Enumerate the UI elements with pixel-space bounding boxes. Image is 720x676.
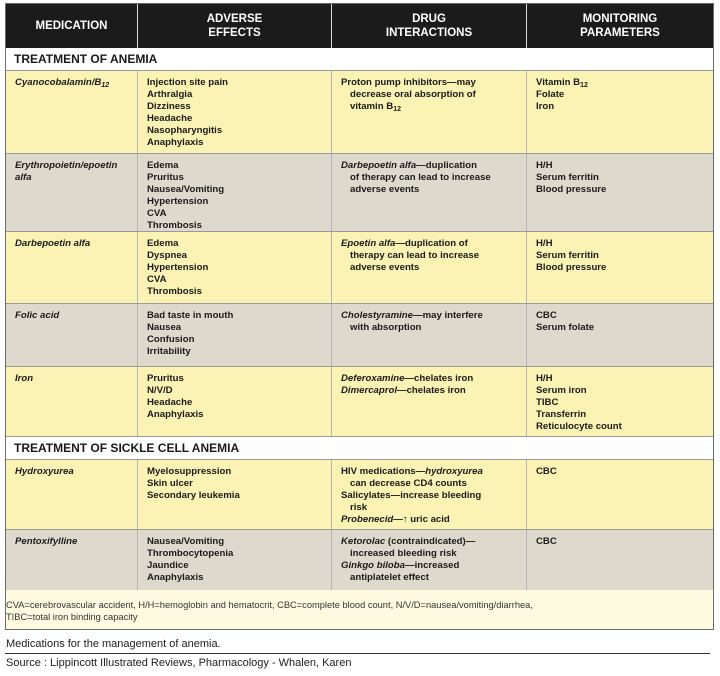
header-adverse-effects: ADVERSE EFFECTS bbox=[138, 4, 332, 48]
medication-name: Folic acid bbox=[6, 304, 138, 366]
monitoring-parameters: CBC bbox=[536, 536, 557, 547]
medication-name: Erythropoietin/epoetin alfa bbox=[6, 154, 138, 231]
drug-interactions: Deferoxamine—chelates iron Dimercaprol—chelates iron bbox=[332, 367, 527, 436]
monitoring-parameters: CBC bbox=[536, 466, 557, 477]
header-drug-interactions: DRUG INTERACTIONS bbox=[332, 4, 527, 48]
drug-interactions: Cholestyramine—may interfere with absorption bbox=[332, 304, 527, 366]
table-row bbox=[6, 367, 713, 437]
monitoring-parameters: H/H Serum iron TIBC Transferrin Reticulocyte count bbox=[536, 373, 622, 432]
table-row bbox=[6, 71, 713, 154]
header-monitoring-parameters: MONITORING PARAMETERS bbox=[580, 13, 660, 39]
section-heading-sickle-cell: TREATMENT OF SICKLE CELL ANEMIA bbox=[6, 437, 713, 460]
medication-name: Pentoxifylline bbox=[6, 530, 138, 590]
drug-interactions: Ketorolac (contraindicated)— increased bleeding risk Ginkgo biloba—increased antiplatelet effect bbox=[332, 530, 527, 590]
medication-name: Iron bbox=[6, 367, 138, 436]
drug-interactions: Epoetin alfa—duplication of therapy can lead to increase adverse events bbox=[332, 232, 527, 303]
monitoring-parameters: H/H Serum ferritin Blood pressure bbox=[536, 238, 607, 273]
drug-interactions: HIV medications—hydroxyurea can decrease CD4 counts Salicylates—increase bleeding risk Probenecid—↑ uric acid bbox=[332, 460, 527, 529]
table-row bbox=[6, 460, 713, 530]
abbreviation-footnote: CVA=cerebrovascular accident, H/H=hemoglobin and hematocrit, CBC=complete blood count, N/V/D=nausea/vomiting/diarrhea, TIBC=total iron binding capacity bbox=[6, 600, 533, 622]
drug-interactions: Proton pump inhibitors—may decrease oral absorption of vitamin $B_{12}$ bbox=[332, 71, 527, 153]
table-row bbox=[6, 304, 713, 367]
header-medication: MEDICATION bbox=[6, 4, 138, 48]
adverse-effects: Injection site pain Arthralgia Dizziness Headache Nasopharyngitis Anaphylaxis bbox=[138, 71, 332, 153]
divider bbox=[5, 653, 710, 654]
monitoring-parameters: Vitamin $B_{12}$ Folate Iron bbox=[536, 77, 588, 112]
monitoring-parameters: CBC Serum folate bbox=[536, 310, 595, 333]
table-row bbox=[6, 154, 713, 232]
adverse-effects: Pruritus N/V/D Headache Anaphylaxis bbox=[138, 367, 332, 436]
table-header bbox=[6, 4, 713, 48]
adverse-effects: Bad taste in mouth Nausea Confusion Irritability bbox=[138, 304, 332, 366]
adverse-effects: Myelosuppression Skin ulcer Secondary leukemia bbox=[138, 460, 332, 529]
medication-name: Darbepoetin alfa bbox=[6, 232, 138, 303]
medication-name: Cyanocobalamin/$B_{12}$ bbox=[6, 71, 138, 153]
monitoring-parameters: H/H Serum ferritin Blood pressure bbox=[536, 160, 607, 195]
adverse-effects: Edema Dyspnea Hypertension CVA Thrombosis bbox=[138, 232, 332, 303]
table-row bbox=[6, 232, 713, 304]
adverse-effects: Edema Pruritus Nausea/Vomiting Hypertension CVA Thrombosis bbox=[138, 154, 332, 231]
source-citation: Source : Lippincott Illustrated Reviews, Pharmacology - Whalen, Karen bbox=[6, 657, 352, 669]
medication-name: Hydroxyurea bbox=[6, 460, 138, 529]
medication-table bbox=[5, 3, 714, 630]
table-row bbox=[6, 530, 713, 590]
figure-caption: Medications for the management of anemia. bbox=[6, 638, 221, 650]
section-heading-anemia: TREATMENT OF ANEMIA bbox=[6, 48, 713, 71]
adverse-effects: Nausea/Vomiting Thrombocytopenia Jaundice Anaphylaxis bbox=[138, 530, 332, 590]
drug-interactions: Darbepoetin alfa—duplication of therapy can lead to increase adverse events bbox=[332, 154, 527, 231]
